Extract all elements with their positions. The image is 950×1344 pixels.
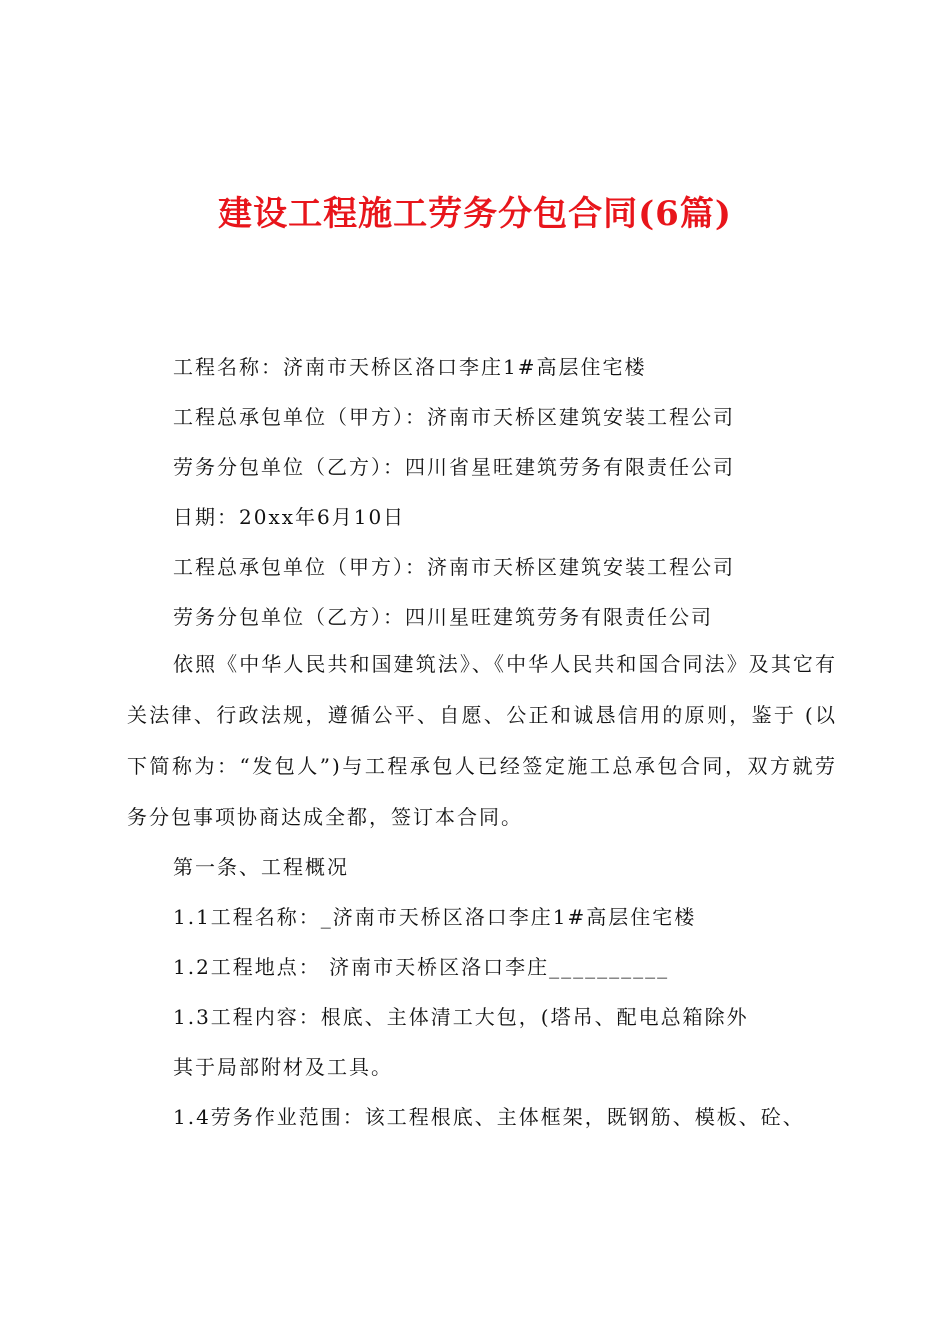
item-labor-scope: 1.4劳务作业范围：该工程根底、主体框架，既钢筋、模板、砼、 [173,1105,805,1129]
item-project-location: 1.2工程地点： 济南市天桥区洛口李庄__________ [173,955,670,979]
item-project-content-continued: 其于局部附材及工具。 [173,1055,393,1079]
intro-paragraph: 依照《中华人民共和国建筑法》、《中华人民共和国合同法》及其它有关法律、行政法规，遵循公平、自愿、公正和诚恳信用的原则，鉴于 (以下简称为：“发包人”)与工程承包人已经签定施工总承包合同，双方就劳务分包事项协商达成全都，签订本合同。 [127,652,837,829]
general-contractor-line: 工程总承包单位（甲方）：济南市天桥区建筑安装工程公司 [173,405,735,429]
project-name-line: 工程名称：济南市天桥区洛口李庄1#高层住宅楼 [173,355,647,379]
subcontractor-line-2: 劳务分包单位（乙方）：四川星旺建筑劳务有限责任公司 [173,605,713,629]
section-heading: 第一条、工程概况 [173,855,349,879]
subcontractor-line: 劳务分包单位（乙方）：四川省星旺建筑劳务有限责任公司 [173,455,735,479]
document-title: 建设工程施工劳务分包合同(6篇) [218,194,732,234]
item-project-name: 1.1工程名称：_济南市天桥区洛口李庄1#高层住宅楼 [173,905,697,929]
general-contractor-line-2: 工程总承包单位（甲方）：济南市天桥区建筑安装工程公司 [173,555,735,579]
item-project-content: 1.3工程内容：根底、主体清工大包，(塔吊、配电总箱除外 [173,1005,749,1029]
date-line: 日期：20xx年6月10日 [173,505,406,529]
